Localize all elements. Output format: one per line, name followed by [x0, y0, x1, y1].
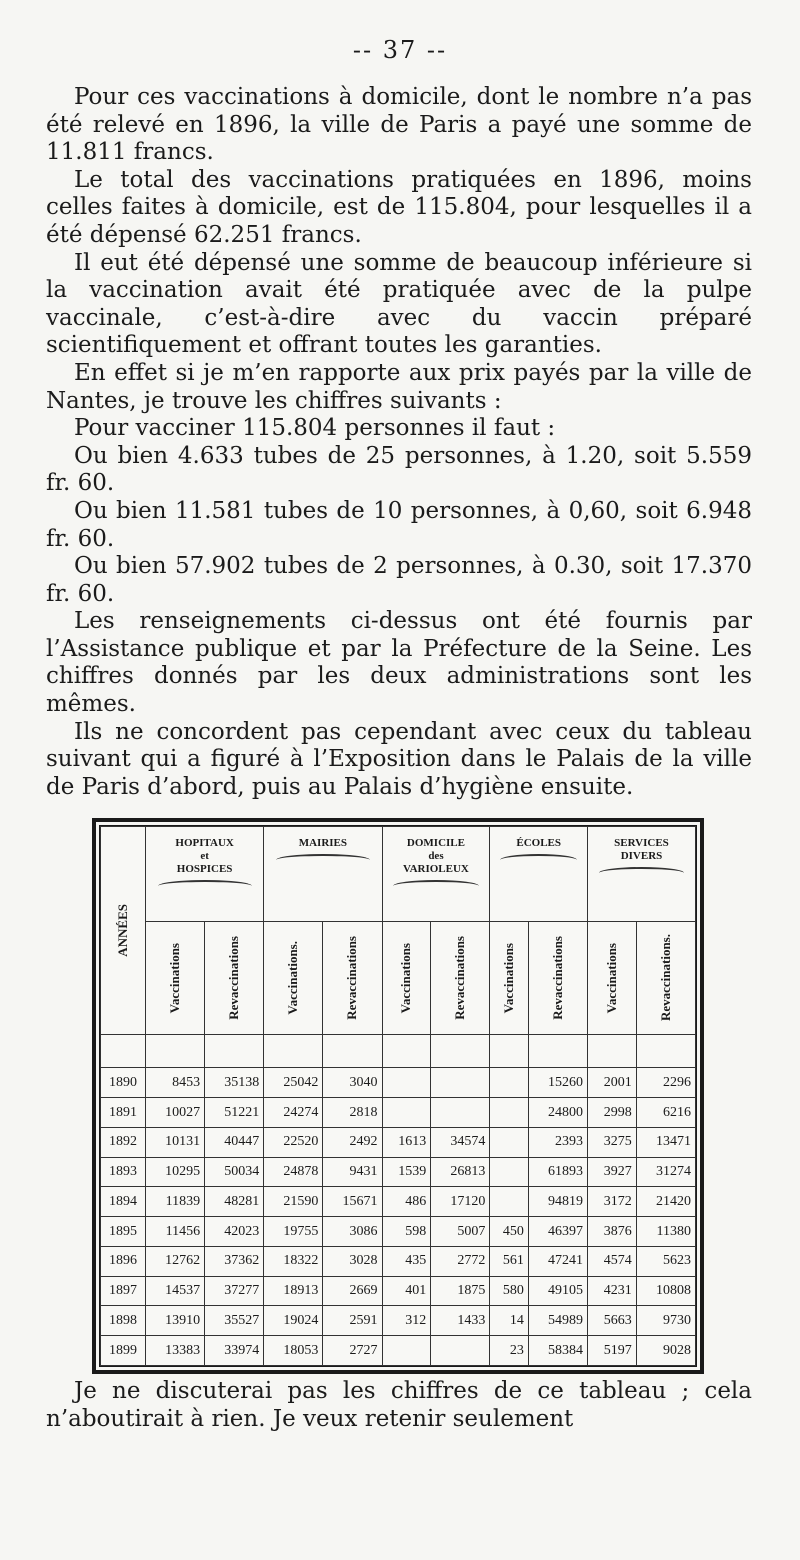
value-cell: 3086 [323, 1217, 382, 1247]
sub-header: Revaccinations [344, 936, 360, 1020]
value-cell: 14 [490, 1306, 528, 1336]
value-cell: 18053 [264, 1336, 323, 1366]
value-cell [382, 1336, 431, 1366]
value-cell: 9028 [636, 1336, 695, 1366]
value-cell: 4574 [587, 1246, 636, 1276]
table-row [101, 1306, 696, 1336]
value-cell: 2727 [323, 1336, 382, 1366]
value-cell: 1433 [431, 1306, 490, 1336]
table-row [101, 1246, 696, 1276]
value-cell: 3876 [587, 1217, 636, 1247]
paragraph: Les renseignements ci-dessus ont été fournis par l’Assistance publique et par la Préfecture de la Seine. Les chiffres donnés par les deux administrations sont les mêmes. [46, 608, 752, 718]
value-cell: 15260 [528, 1068, 587, 1098]
paragraph: En effet si je m’en rapporte aux prix payés par la ville de Nantes, je trouve les chiffres suivants : [46, 359, 752, 414]
value-cell: 598 [382, 1217, 431, 1247]
value-cell: 3275 [587, 1127, 636, 1157]
sub-header: Vaccinations. [285, 941, 301, 1015]
value-cell: 4231 [587, 1276, 636, 1306]
value-cell: 486 [382, 1187, 431, 1217]
table-row [101, 1098, 696, 1128]
group-header-line: VARIOLEUX [403, 863, 469, 875]
year-cell: 1891 [101, 1098, 146, 1128]
value-cell: 5623 [636, 1246, 695, 1276]
value-cell: 2772 [431, 1246, 490, 1276]
year-cell: 1892 [101, 1127, 146, 1157]
value-cell [382, 1068, 431, 1098]
table-sub-header-row [101, 922, 696, 1035]
value-cell: 13910 [146, 1306, 205, 1336]
group-header [587, 827, 695, 922]
paragraph: Pour ces vaccinations à domicile, dont le nombre n’a pas été relevé en 1896, la ville de Paris a payé une somme de 11.811 francs. [46, 84, 752, 166]
value-cell [490, 1127, 528, 1157]
body-text [46, 84, 752, 801]
value-cell: 37277 [205, 1276, 264, 1306]
value-cell: 10027 [146, 1098, 205, 1128]
value-cell: 9431 [323, 1157, 382, 1187]
value-cell: 450 [490, 1217, 528, 1247]
value-cell [490, 1187, 528, 1217]
value-cell: 11839 [146, 1187, 205, 1217]
group-header-line: MAIRIES [298, 837, 348, 849]
value-cell: 94819 [528, 1187, 587, 1217]
value-cell: 3040 [323, 1068, 382, 1098]
value-cell [431, 1068, 490, 1098]
value-cell: 5007 [431, 1217, 490, 1247]
value-cell: 5197 [587, 1336, 636, 1366]
value-cell: 2492 [323, 1127, 382, 1157]
value-cell: 17120 [431, 1187, 490, 1217]
year-cell: 1894 [101, 1187, 146, 1217]
value-cell: 12762 [146, 1246, 205, 1276]
brace-mark [500, 854, 577, 866]
spacer-cell [101, 1035, 146, 1068]
value-cell: 3028 [323, 1246, 382, 1276]
brace-mark [158, 880, 252, 892]
sub-header-cell [323, 922, 382, 1035]
value-cell: 2818 [323, 1098, 382, 1128]
year-cell: 1896 [101, 1246, 146, 1276]
value-cell: 31274 [636, 1157, 695, 1187]
value-cell: 40447 [205, 1127, 264, 1157]
group-header [264, 827, 382, 922]
value-cell: 1613 [382, 1127, 431, 1157]
spacer-cell [382, 1035, 431, 1068]
spacer-cell [323, 1035, 382, 1068]
table-row [101, 1187, 696, 1217]
spacer-cell [636, 1035, 695, 1068]
spacer-cell [146, 1035, 205, 1068]
value-cell: 24878 [264, 1157, 323, 1187]
paragraph: Il eut été dépensé une somme de beaucoup inférieure si la vaccination avait été pratiquée avec de la pulpe vaccinale, c’est-à-dire avec du vaccin préparé scientifiquement et offrant toutes les garanties. [46, 249, 752, 359]
group-header-line: HOPITAUX [175, 837, 234, 849]
value-cell: 54989 [528, 1306, 587, 1336]
paragraph: Le total des vaccinations pratiquées en 1896, moins celles faites à domicile, est de 115.804, pour lesquelles il a été dépensé 62.251 francs. [46, 166, 752, 248]
brace-mark [276, 854, 370, 866]
group-header-line: DOMICILE [406, 837, 465, 849]
value-cell: 48281 [205, 1187, 264, 1217]
table-row [101, 1336, 696, 1366]
value-cell: 3927 [587, 1157, 636, 1187]
group-header-line: des [428, 850, 444, 862]
closing-text [46, 1378, 752, 1433]
sub-header: Vaccinations [603, 942, 619, 1014]
value-cell: 9730 [636, 1306, 695, 1336]
value-cell: 2296 [636, 1068, 695, 1098]
value-cell [431, 1336, 490, 1366]
value-cell: 46397 [528, 1217, 587, 1247]
vaccination-table [100, 826, 696, 1366]
value-cell: 21420 [636, 1187, 695, 1217]
value-cell: 22520 [264, 1127, 323, 1157]
value-cell: 33974 [205, 1336, 264, 1366]
value-cell: 11380 [636, 1217, 695, 1247]
sub-header: Vaccinations [167, 942, 183, 1014]
value-cell: 435 [382, 1246, 431, 1276]
sub-header: Vaccinations [501, 942, 517, 1014]
value-cell: 8453 [146, 1068, 205, 1098]
paragraph: Ou bien 4.633 tubes de 25 personnes, à 1.20, soit 5.559 fr. 60. [46, 442, 752, 497]
spacer-cell [264, 1035, 323, 1068]
value-cell: 561 [490, 1246, 528, 1276]
sub-header-cell [146, 922, 205, 1035]
sub-header: Revaccinations [226, 936, 242, 1020]
table-row [101, 1217, 696, 1247]
sub-header-cell [587, 922, 636, 1035]
value-cell: 35527 [205, 1306, 264, 1336]
closing-paragraph: Je ne discuterai pas les chiffres de ce tableau ; cela n’aboutirait à rien. Je veux retenir seulement [46, 1378, 752, 1432]
value-cell [431, 1098, 490, 1128]
group-header-line: HOSPICES [176, 863, 233, 875]
value-cell: 42023 [205, 1217, 264, 1247]
value-cell: 11456 [146, 1217, 205, 1247]
table-row [101, 1068, 696, 1098]
sub-header: Revaccinations [452, 936, 468, 1020]
value-cell: 6216 [636, 1098, 695, 1128]
spacer-cell [587, 1035, 636, 1068]
value-cell: 26813 [431, 1157, 490, 1187]
value-cell: 14537 [146, 1276, 205, 1306]
group-header-line: SERVICES [614, 837, 669, 849]
value-cell: 21590 [264, 1187, 323, 1217]
table-group-header-row [101, 827, 696, 922]
value-cell [490, 1157, 528, 1187]
value-cell: 23 [490, 1336, 528, 1366]
paragraph: Pour vacciner 115.804 personnes il faut : [74, 415, 556, 442]
value-cell: 34574 [431, 1127, 490, 1157]
group-header-line: et [200, 850, 209, 862]
value-cell: 10295 [146, 1157, 205, 1187]
value-cell: 1539 [382, 1157, 431, 1187]
sub-header-cell [205, 922, 264, 1035]
sub-header-cell [382, 922, 431, 1035]
sub-header-cell [431, 922, 490, 1035]
value-cell: 3172 [587, 1187, 636, 1217]
value-cell: 35138 [205, 1068, 264, 1098]
table-row [101, 1157, 696, 1187]
value-cell: 51221 [205, 1098, 264, 1128]
value-cell [382, 1098, 431, 1128]
year-cell: 1899 [101, 1336, 146, 1366]
sub-header-cell [528, 922, 587, 1035]
group-header [146, 827, 264, 922]
brace-mark [393, 880, 479, 892]
value-cell: 580 [490, 1276, 528, 1306]
value-cell: 18913 [264, 1276, 323, 1306]
vaccination-table-frame [92, 818, 704, 1374]
value-cell: 13471 [636, 1127, 695, 1157]
value-cell: 13383 [146, 1336, 205, 1366]
value-cell: 19755 [264, 1217, 323, 1247]
value-cell: 5663 [587, 1306, 636, 1336]
value-cell: 10808 [636, 1276, 695, 1306]
spacer-cell [528, 1035, 587, 1068]
page-number: -- 37 -- [352, 36, 448, 64]
spacer-cell [205, 1035, 264, 1068]
value-cell: 61893 [528, 1157, 587, 1187]
value-cell: 25042 [264, 1068, 323, 1098]
sub-header-cell [490, 922, 528, 1035]
value-cell: 58384 [528, 1336, 587, 1366]
paragraph: Ils ne concordent pas cependant avec ceux du tableau suivant qui a figuré à l’Exposition dans le Palais de la ville de Paris d’abord, puis au Palais d’hygiène ensuite. [46, 718, 752, 800]
value-cell: 47241 [528, 1246, 587, 1276]
value-cell: 2393 [528, 1127, 587, 1157]
years-header-cell [101, 827, 146, 1035]
value-cell: 1875 [431, 1276, 490, 1306]
sub-header-cell [264, 922, 323, 1035]
value-cell: 24800 [528, 1098, 587, 1128]
value-cell: 37362 [205, 1246, 264, 1276]
sub-header: Revaccinations. [657, 934, 673, 1022]
value-cell: 24274 [264, 1098, 323, 1128]
value-cell: 312 [382, 1306, 431, 1336]
value-cell [490, 1098, 528, 1128]
group-header [382, 827, 490, 922]
year-cell: 1890 [101, 1068, 146, 1098]
table-body [101, 1035, 696, 1366]
value-cell: 2998 [587, 1098, 636, 1128]
value-cell: 15671 [323, 1187, 382, 1217]
paragraph: Ou bien 57.902 tubes de 2 personnes, à 0.30, soit 17.370 fr. 60. [46, 553, 752, 607]
group-header-line: ÉCOLES [516, 837, 561, 849]
spacer-cell [490, 1035, 528, 1068]
value-cell: 19024 [264, 1306, 323, 1336]
vaccination-table-inner [99, 825, 697, 1367]
year-cell: 1895 [101, 1217, 146, 1247]
years-header: ANNÉES [115, 904, 130, 957]
value-cell: 49105 [528, 1276, 587, 1306]
value-cell: 2001 [587, 1068, 636, 1098]
spacer-cell [431, 1035, 490, 1068]
table-spacer-row [101, 1035, 696, 1068]
group-header-line: DIVERS [620, 850, 663, 862]
sub-header: Vaccinations [398, 942, 414, 1014]
table-row [101, 1276, 696, 1306]
group-header [490, 827, 588, 922]
sub-header-cell [636, 922, 695, 1035]
sub-header: Revaccinations [549, 936, 565, 1020]
year-cell: 1897 [101, 1276, 146, 1306]
year-cell: 1898 [101, 1306, 146, 1336]
year-cell: 1893 [101, 1157, 146, 1187]
value-cell: 2669 [323, 1276, 382, 1306]
value-cell: 10131 [146, 1127, 205, 1157]
paragraph: Ou bien 11.581 tubes de 10 personnes, à 0,60, soit 6.948 fr. 60. [46, 497, 752, 552]
brace-mark [599, 867, 685, 879]
value-cell: 2591 [323, 1306, 382, 1336]
value-cell [490, 1068, 528, 1098]
table-row [101, 1127, 696, 1157]
value-cell: 401 [382, 1276, 431, 1306]
value-cell: 50034 [205, 1157, 264, 1187]
value-cell: 18322 [264, 1246, 323, 1276]
